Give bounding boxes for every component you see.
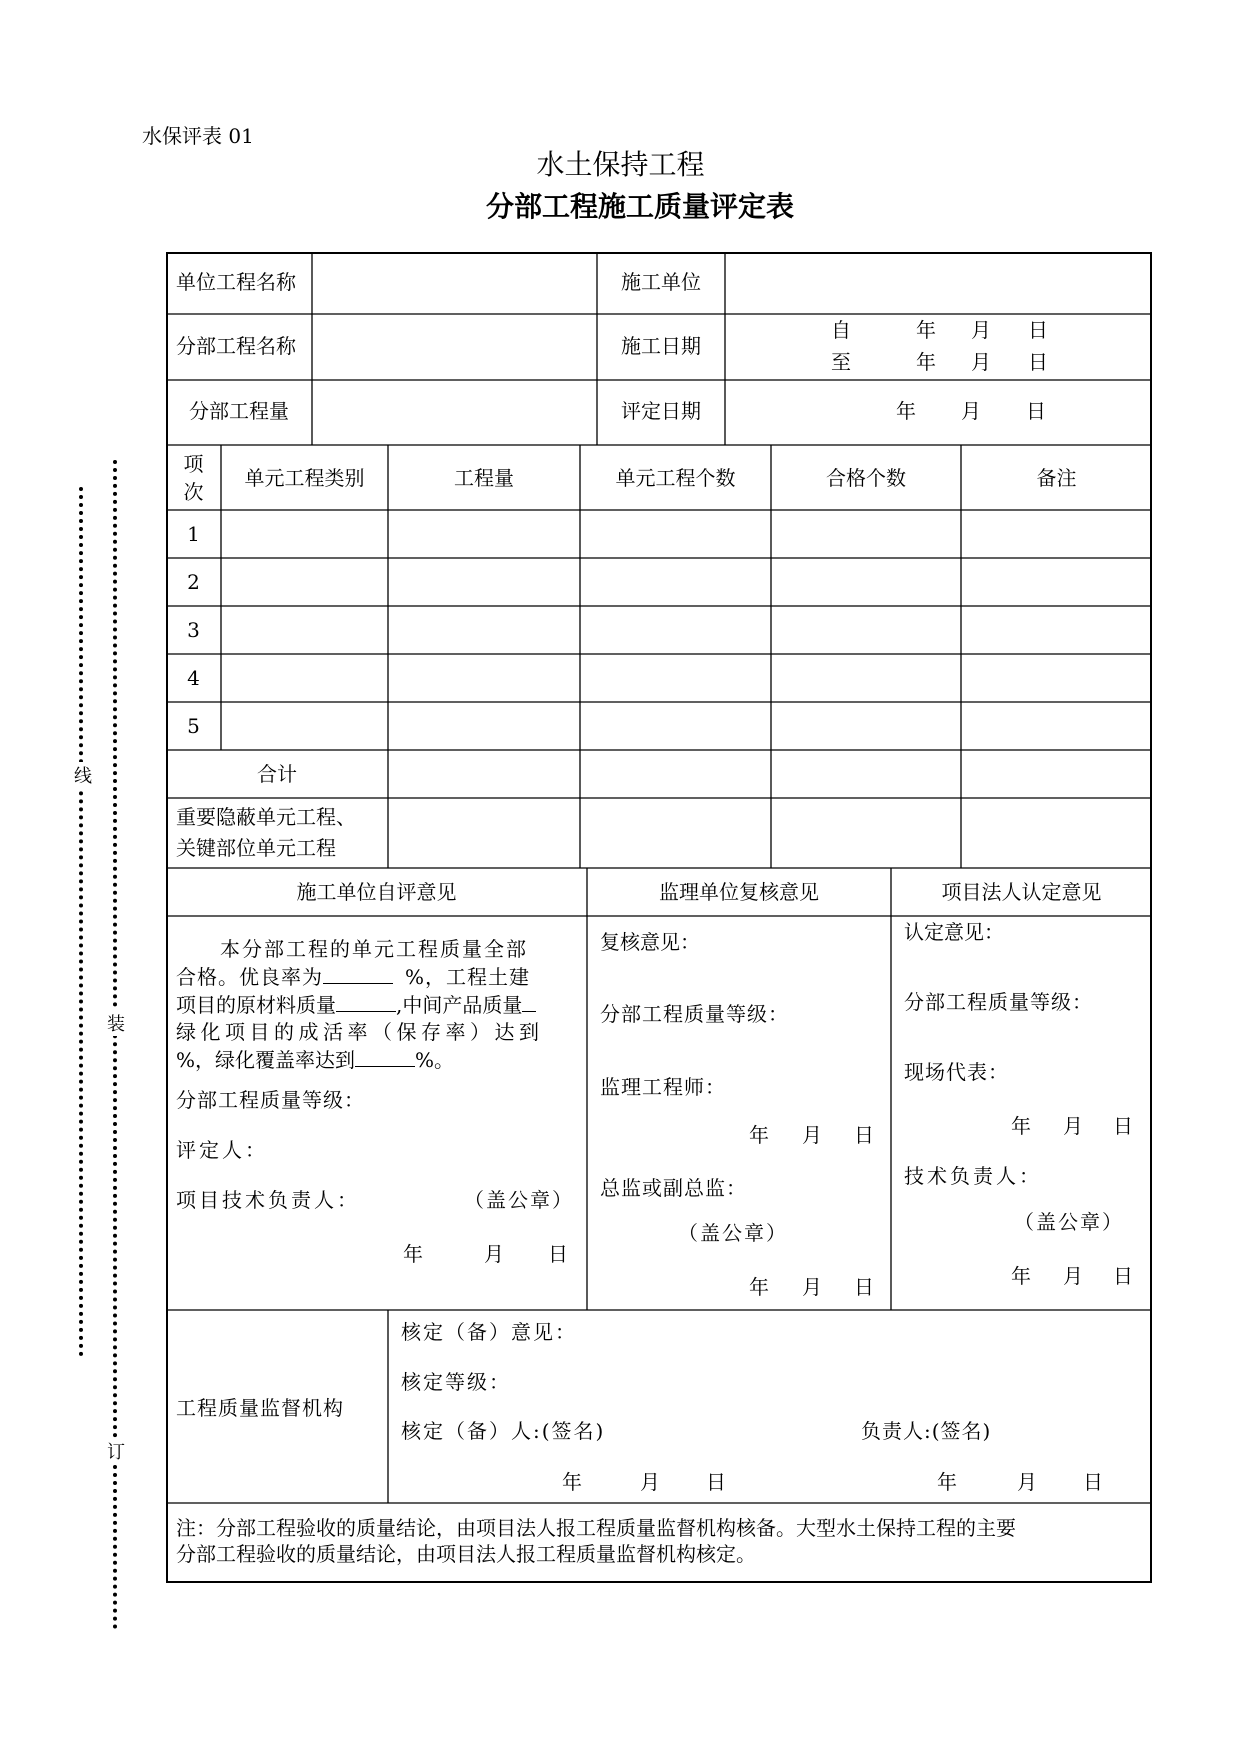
owner-day1: 日 xyxy=(1113,1114,1133,1138)
approval-opinion-label: 核定（备）意见： xyxy=(401,1320,577,1344)
sub-project-name-label: 分部工程名称 xyxy=(176,334,296,358)
binding-text-line: 线 xyxy=(74,762,92,788)
header-index-line2: 次 xyxy=(183,480,204,504)
binding-text-order: 订 xyxy=(107,1438,125,1464)
approval-month2: 月 xyxy=(1017,1470,1037,1494)
binding-text-bind: 装 xyxy=(107,1010,125,1036)
date-from-month: 月 xyxy=(971,318,991,342)
header-unit-count: 单元工程个数 xyxy=(615,466,736,490)
row-index: 4 xyxy=(187,666,200,690)
key-units-label-line1: 重要隐蔽单元工程、 xyxy=(176,805,356,829)
owner-grade-label: 分部工程质量等级： xyxy=(904,990,1093,1014)
owner-rep-label: 现场代表： xyxy=(904,1060,1009,1084)
supervisor-seal: （盖公章） xyxy=(678,1221,788,1245)
approval-day1: 日 xyxy=(706,1470,726,1494)
approval-year1: 年 xyxy=(562,1470,582,1494)
evaluation-date-year: 年 xyxy=(896,399,916,423)
form-code: 水保评表 01 xyxy=(142,124,254,148)
construction-date-label: 施工日期 xyxy=(621,334,701,358)
self-day: 日 xyxy=(548,1242,568,1266)
header-unit-category: 单元工程类别 xyxy=(244,466,365,490)
row-index: 1 xyxy=(187,522,200,546)
owner-seal: （盖公章） xyxy=(1014,1210,1124,1234)
supervisor-month2: 月 xyxy=(802,1275,822,1299)
approver-signature-label: 核定（备）人:(签名) xyxy=(401,1419,606,1443)
supervisor-day2: 日 xyxy=(854,1275,874,1299)
evaluation-date-label: 评定日期 xyxy=(621,399,701,423)
self-seal: （盖公章） xyxy=(464,1188,574,1212)
key-units-label-line2: 关键部位单元工程 xyxy=(176,836,336,860)
approval-year2: 年 xyxy=(937,1470,957,1494)
date-to-prefix: 至 xyxy=(831,350,851,374)
supervisor-review-label: 复核意见： xyxy=(600,930,700,954)
self-grade-label: 分部工程质量等级： xyxy=(176,1088,365,1112)
owner-year2: 年 xyxy=(1011,1264,1031,1288)
total-label: 合计 xyxy=(257,762,297,786)
approval-grade-label: 核定等级： xyxy=(401,1370,511,1394)
supervisor-grade-label: 分部工程质量等级： xyxy=(600,1002,789,1026)
supervisor-year1: 年 xyxy=(749,1123,769,1147)
binding-dotted-line-left xyxy=(79,487,89,1357)
supervisor-year2: 年 xyxy=(749,1275,769,1299)
owner-month1: 月 xyxy=(1063,1114,1083,1138)
sub-project-quantity-label: 分部工程量 xyxy=(189,399,289,423)
unit-project-name-label: 单位工程名称 xyxy=(176,270,296,294)
supervisor-chief-label: 总监或副总监： xyxy=(600,1176,747,1200)
date-to-year: 年 xyxy=(916,350,936,374)
responsible-signature-label: 负责人:(签名) xyxy=(861,1419,992,1443)
footnote-line1: 注：分部工程验收的质量结论，由项目法人报工程质量监督机构核备。大型水土保持工程的主要 xyxy=(176,1516,1016,1540)
row-index: 5 xyxy=(187,714,200,738)
evaluation-form xyxy=(166,252,1152,1583)
excellent-rate-blank[interactable] xyxy=(323,963,393,984)
green-coverage-blank[interactable] xyxy=(355,1046,415,1067)
approval-month1: 月 xyxy=(640,1470,660,1494)
owner-day2: 日 xyxy=(1113,1264,1133,1288)
construction-unit-label: 施工单位 xyxy=(621,270,701,294)
date-to-day: 日 xyxy=(1028,350,1048,374)
evaluation-date-day: 日 xyxy=(1026,399,1046,423)
title-line2: 分部工程施工质量评定表 xyxy=(485,190,794,223)
owner-confirm-label: 认定意见： xyxy=(904,920,1004,944)
date-to-month: 月 xyxy=(971,350,991,374)
header-index-line1: 项 xyxy=(183,452,204,476)
owner-confirmation-header: 项目法人认定意见 xyxy=(941,880,1102,904)
row-index: 2 xyxy=(187,570,200,594)
evaluation-date-month: 月 xyxy=(961,399,981,423)
material-quality-blank[interactable] xyxy=(336,991,396,1012)
header-quantity: 工程量 xyxy=(454,466,514,490)
self-evaluation-paragraph: 本分部工程的单元工程质量全部 合格。优良率为 %，工程土建 项目的原材料质量 ,中间产品质量 绿化项目的成活率（保存率）达到 %，绿化覆盖率达到 %。 xyxy=(176,937,544,1072)
owner-year1: 年 xyxy=(1011,1114,1031,1138)
self-evaluator-label: 评定人： xyxy=(176,1138,268,1162)
supervisor-month1: 月 xyxy=(802,1123,822,1147)
supervisor-day1: 日 xyxy=(854,1123,874,1147)
header-remarks: 备注 xyxy=(1036,466,1077,490)
title-line1: 水土保持工程 xyxy=(536,148,705,181)
self-month: 月 xyxy=(484,1242,504,1266)
date-from-day: 日 xyxy=(1028,318,1048,342)
footnote-line2: 分部工程验收的质量结论，由项目法人报工程质量监督机构核定。 xyxy=(176,1542,756,1566)
quality-supervision-agency-label: 工程质量监督机构 xyxy=(176,1396,344,1420)
form-grid xyxy=(166,252,1152,1583)
date-from-year: 年 xyxy=(916,318,936,342)
header-qualified-count: 合格个数 xyxy=(826,466,906,490)
self-year: 年 xyxy=(403,1242,423,1266)
owner-month2: 月 xyxy=(1063,1264,1083,1288)
supervisor-review-header: 监理单位复核意见 xyxy=(659,880,819,904)
self-tech-lead-label: 项目技术负责人： xyxy=(176,1188,360,1212)
row-index: 3 xyxy=(187,618,200,642)
owner-tech-lead-label: 技术负责人： xyxy=(904,1164,1042,1188)
date-from-prefix: 自 xyxy=(831,318,851,342)
supervisor-engineer-label: 监理工程师： xyxy=(600,1075,726,1099)
intermediate-quality-blank[interactable] xyxy=(522,991,536,1012)
self-evaluation-header: 施工单位自评意见 xyxy=(296,880,457,904)
approval-day2: 日 xyxy=(1083,1470,1103,1494)
